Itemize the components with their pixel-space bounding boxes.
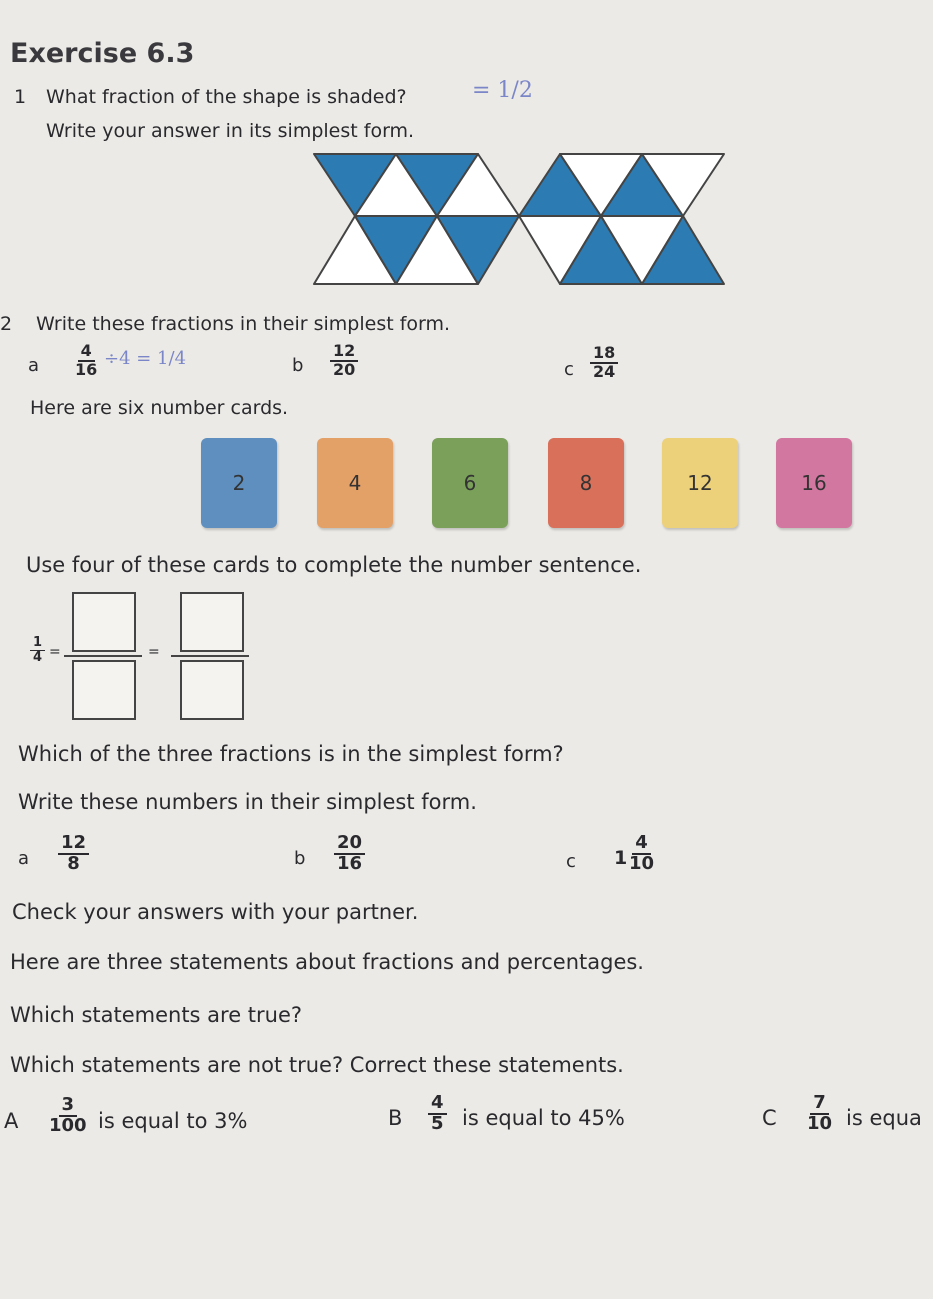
fraction-line: [64, 655, 142, 657]
numerator: 12: [58, 834, 89, 855]
denominator: 16: [337, 852, 363, 874]
number-card: 6: [432, 438, 508, 528]
statement-c-text: is equa: [846, 1106, 922, 1130]
denominator: 100: [49, 1114, 87, 1136]
numerator: 7: [810, 1094, 829, 1115]
numerator: 4: [78, 343, 95, 362]
numerator: 18: [590, 345, 618, 364]
q1-handwritten-answer: = 1/2: [472, 78, 533, 103]
answer-box[interactable]: [72, 592, 136, 652]
numerator: 20: [334, 834, 365, 855]
q4c-label: c: [566, 851, 576, 872]
q4-text: Write these numbers in their simplest form.: [18, 790, 477, 814]
q5-true-question: Which statements are true?: [10, 1003, 303, 1027]
numerator: 12: [330, 343, 358, 362]
statement-b-text: is equal to 45%: [462, 1106, 625, 1130]
q4c-whole: 1: [614, 847, 628, 869]
q2a-handwritten-answer: ÷4 = 1/4: [104, 348, 187, 369]
q3-instruction: Use four of these cards to complete the number sentence.: [26, 553, 642, 577]
denominator: 8: [67, 852, 80, 874]
statement-a-fraction: [46, 1096, 90, 1136]
number-card: 16: [776, 438, 852, 528]
equals-sign: =: [148, 644, 160, 660]
q2a-label: a: [28, 355, 40, 376]
statement-a-label: A: [4, 1109, 19, 1133]
q2c-fraction: [590, 345, 618, 381]
denominator: 24: [593, 361, 616, 381]
q2-text: Write these fractions in their simplest form.: [36, 313, 451, 335]
denominator: 4: [33, 649, 43, 665]
number-card: 12: [662, 438, 738, 528]
quarter-fraction: [30, 636, 45, 664]
numerator: 4: [632, 834, 651, 855]
answer-box[interactable]: [72, 660, 136, 720]
number-card: 2: [201, 438, 277, 528]
denominator: 10: [629, 852, 655, 874]
q4b-fraction: [334, 834, 365, 874]
denominator: 16: [75, 359, 98, 379]
exercise-title: Exercise 6.3: [10, 38, 195, 69]
q1-number: 1: [14, 86, 27, 108]
q4-check: Check your answers with your partner.: [12, 900, 419, 924]
q2-number: 2: [0, 313, 13, 335]
equals-sign: =: [49, 644, 61, 660]
statement-a-text: is equal to 3%: [98, 1109, 248, 1133]
q4a-fraction: [58, 834, 89, 874]
q4b-label: b: [294, 848, 306, 869]
statement-b-fraction: [428, 1094, 447, 1134]
denominator: 20: [333, 359, 356, 379]
number-card: 8: [548, 438, 624, 528]
q5-not-true-question: Which statements are not true? Correct these statements.: [10, 1053, 624, 1077]
q4c-fraction: [626, 834, 657, 874]
q1-text: What fraction of the shape is shaded?: [46, 86, 407, 108]
triangle-shape: [300, 150, 730, 290]
numerator: 3: [59, 1096, 78, 1117]
number-card: 4: [317, 438, 393, 528]
q2b-label: b: [292, 355, 304, 376]
numerator: 4: [428, 1094, 447, 1115]
q5-intro: Here are three statements about fractions and percentages.: [10, 950, 644, 974]
numerator: 1: [30, 636, 45, 651]
answer-box[interactable]: [180, 592, 244, 652]
statement-c-label: C: [762, 1106, 777, 1130]
q2a-fraction: [72, 343, 100, 379]
answer-box[interactable]: [180, 660, 244, 720]
q1-subtext: Write your answer in its simplest form.: [46, 120, 415, 142]
q2b-fraction: [330, 343, 358, 379]
q3-question: Which of the three fractions is in the simplest form?: [18, 742, 564, 766]
fraction-line: [171, 655, 249, 657]
denominator: 10: [807, 1112, 833, 1134]
q3-text: Here are six number cards.: [30, 397, 289, 419]
denominator: 5: [431, 1112, 444, 1134]
q2c-label: c: [564, 359, 574, 380]
q4a-label: a: [18, 848, 30, 869]
statement-b-label: B: [388, 1106, 403, 1130]
statement-c-fraction: [804, 1094, 835, 1134]
